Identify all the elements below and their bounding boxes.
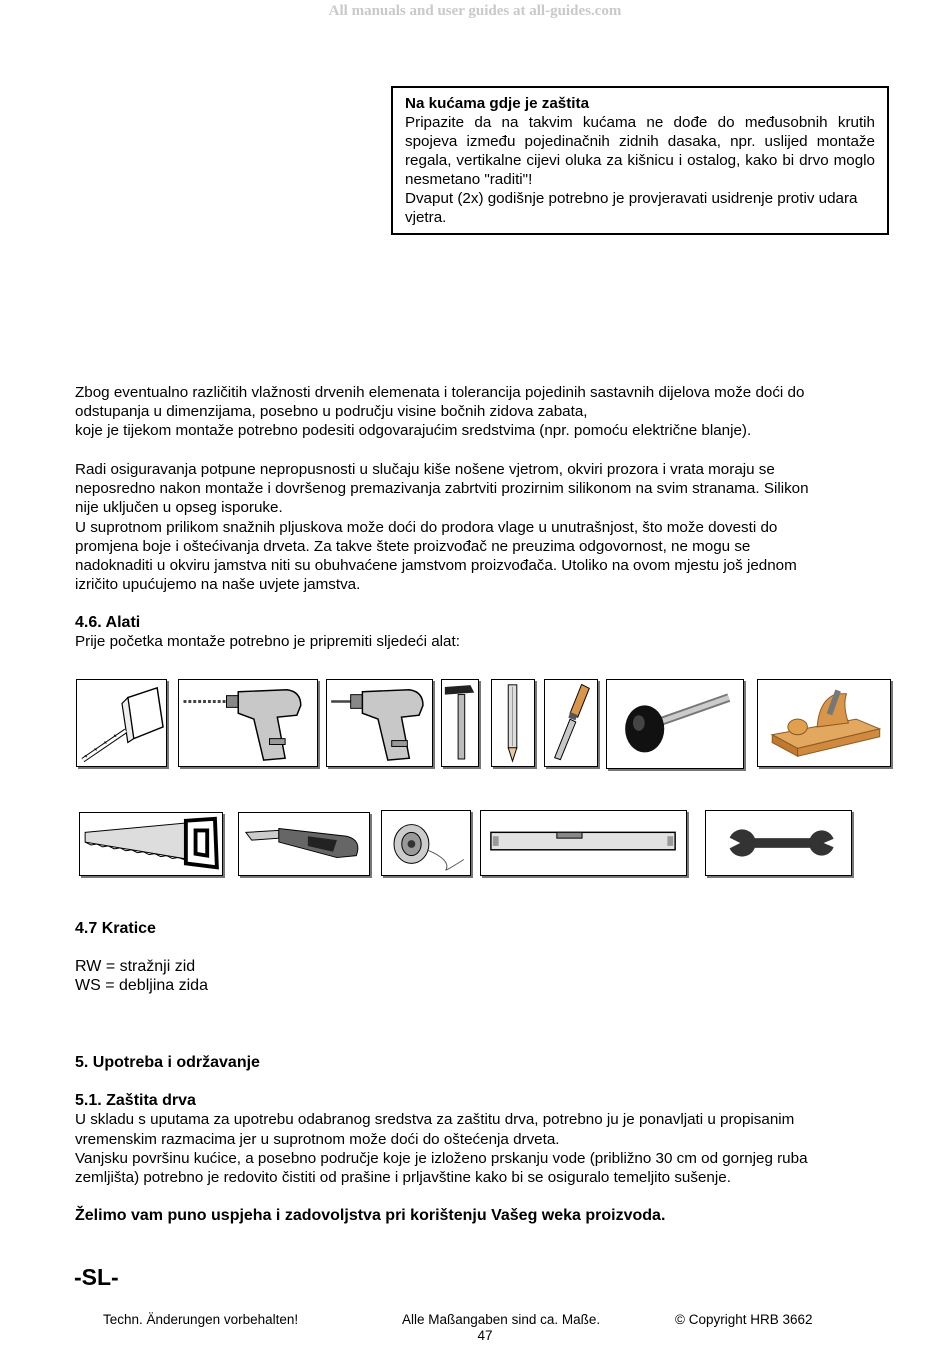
text-line: odstupanja u dimenzijama, posebno u području visine bočnih zidova zabata, [75, 403, 588, 421]
text-line: zemljišta) potrebno je redovito čistiti od prašine i prljavštine kako bi se osiguralo temeljito sušenje. [75, 1169, 731, 1187]
section-heading-usage: 5. Upotreba i održavanje [75, 1054, 260, 1071]
section-heading-abbrev: 4.7 Kratice [75, 920, 156, 937]
abbrev-ws: WS = debljina zida [75, 977, 208, 995]
text-line: izričito upućujemo na naše uvjete jamstva. [75, 576, 361, 594]
paragraph-tolerances [75, 383, 885, 441]
text-line: vremenskim razmacima jer u suprotnom može doći do oštećenja drveta. [75, 1130, 560, 1148]
pencil-icon [491, 679, 535, 767]
wrench-icon [705, 810, 852, 876]
tools-section [75, 613, 885, 651]
footer-center: Alle Maßangaben sind ca. Maße. [402, 1312, 601, 1327]
text-line: U skladu s uputama za upotrebu odabranog sredstva za zaštitu drva, potrebno ju je ponavljati u propisanim [75, 1111, 795, 1129]
usage-section [75, 1053, 885, 1225]
text-line: nadoknaditi u okviru jamstva niti su obuhvaćene jamstvom proizvođača. Utoliko na ovom mjestu još jednom [75, 557, 797, 575]
text-line: promjena boje i oštećivanja drveta. Za takve štete proizvođač ne preuzima odgovornost, ne mogu se [75, 537, 751, 555]
rubber-mallet-icon [606, 679, 744, 769]
notice-title: Na kućama gdje je zaštita [405, 95, 590, 112]
utility-knife-icon [238, 812, 370, 876]
language-code: -SL- [74, 1264, 119, 1290]
footer-left: Techn. Änderungen vorbehalten! [103, 1312, 299, 1327]
hammer-icon [441, 679, 479, 767]
notice-text-1: Pripazite da na takvim kućama ne dođe do međusobnih krutih spojeva između pojedinačnih zidnih dasaka, npr. uslijed montaže regala, vertikalne cijevi oluka za kišnicu i ostalog, kako bi drvo moglo nesmetano "raditi"! [405, 114, 875, 188]
text-line: Zbog eventualno različitih vlažnosti drvenih elemenata i tolerancija pojedinih sastavnih dijelova može doći do [75, 384, 805, 401]
abbreviations-section [75, 919, 885, 996]
text-line: U suprotnom prilikom snažnih pljuskova može doći do prodora vlage u unutrašnjost, što može dovesti do [75, 518, 778, 536]
text-line: nije uključen u opseg isporuke. [75, 499, 283, 517]
closing-line: Želimo vam puno uspjeha i zadovoljstva pri korištenju Vašeg weka proizvoda. [75, 1207, 666, 1225]
spirit-level-icon [480, 810, 687, 876]
paragraph-sealing [75, 460, 885, 594]
chisel-icon [544, 679, 598, 767]
text-line: neposredno nakon montaže i dovršenog premazivanja zabrtviti prozirnim silikonom na svim stranama. Silikon [75, 480, 809, 498]
text-line: Radi osiguravanja potpune nepropusnosti u slučaju kiše nošene vjetrom, okviri prozora i vrata moraju se [75, 461, 775, 478]
wood-plane-icon [757, 679, 891, 767]
text-line: Vanjsku površinu kućice, a posebno područje koje je izloženo prskanju vode (približno 30 cm od gornjeg ruba [75, 1149, 808, 1167]
footer-right: © Copyright HRB 3662 [675, 1312, 813, 1327]
tape-measure-icon [76, 679, 167, 767]
page-number: 47 [477, 1328, 493, 1343]
abbrev-rw: RW = stražnji zid [75, 958, 196, 976]
drill-icon [178, 679, 318, 767]
screwdriver-drill-icon [326, 679, 433, 767]
notice-text-2: Dvaput (2x) godišnje potrebno je provjeravati usidrenje protiv udara vjetra. [405, 190, 858, 226]
subsection-heading-wood: 5.1. Zaštita drva [75, 1092, 196, 1110]
watermark: All manuals and user guides at all-guides.com [328, 3, 622, 19]
text-line: koje je tijekom montaže potrebno podesiti odgovarajućim sredstvima (npr. pomoću električne blanje). [75, 422, 752, 440]
notice-box [391, 86, 889, 235]
section-heading-tools: 4.6. Alati [75, 614, 141, 631]
string-line-icon [381, 810, 471, 876]
tools-intro: Prije početka montaže potrebno je pripremiti sljedeći alat: [75, 633, 460, 651]
hand-saw-icon [79, 812, 223, 876]
